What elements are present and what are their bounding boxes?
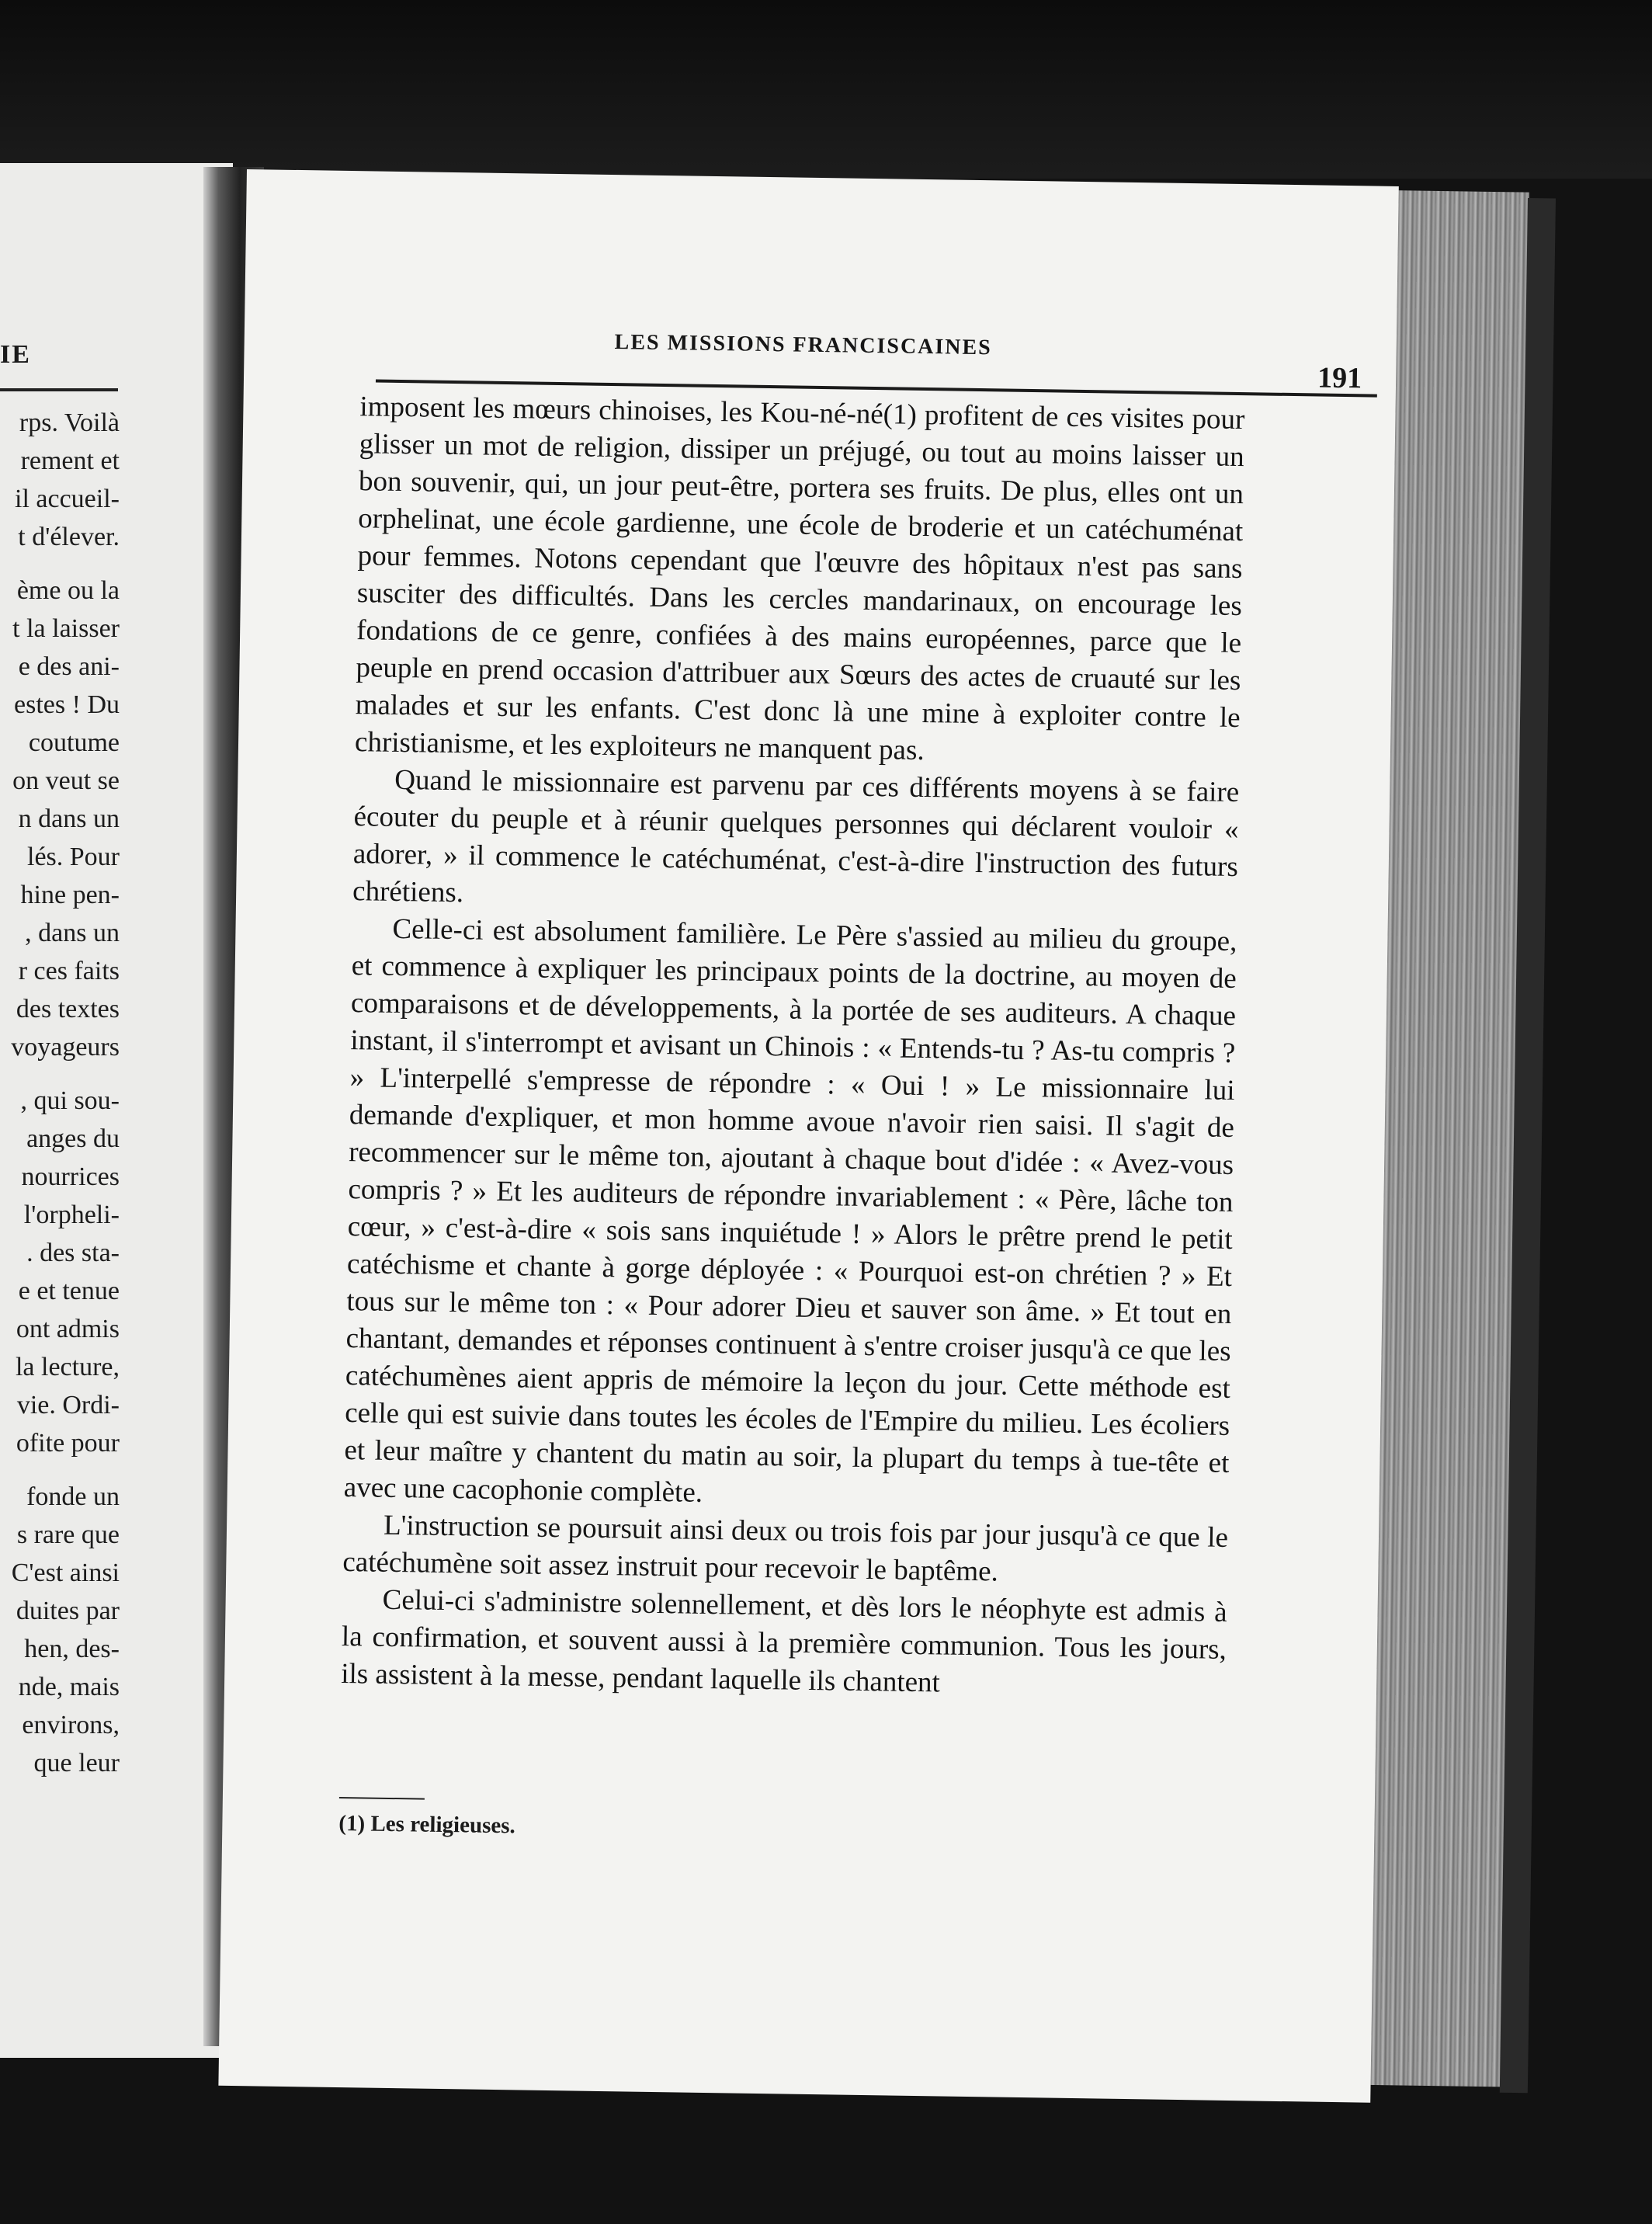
right-page (218, 169, 1398, 2103)
left-page-text (0, 404, 120, 1782)
left-line: e des ani- (18, 652, 120, 681)
paragraph: Celui-ci s'administre solennellement, et dès lors le néophyte est admis à la confirmation, et souvent aussi à la première communion. Tous les jours, ils assistent à la messe, pendant laquelle ils chantent (340, 1583, 1227, 1699)
paragraph: imposent les mœurs chinoises, les Kou-né-né(1) profitent de ces visites pour glisser un mot de religion, dissiper un préjugé, ou tout au moins laisser un bon souvenir, qui, un jour peut-être, portera ses fruits. De plus, elles ont un orphelinat, une école gardienne, une école de broderie et un catéchuménat pour femmes. Notons cependant que l'œuvre des hôpitaux n'est pas sans susciter des difficultés. Dans les cercles mandarinaux, on encourage les fondations de ce genre, confiées à des mains européennes, parce que le peuple en prend occasion d'attribuer aux Sœurs des actes de cruauté sur les malades et sur les enfants. C'est donc là une mine à exploiter contre le christianisme, et les exploiteurs ne manquent pas. (354, 391, 1245, 767)
body-text (341, 388, 1245, 1706)
left-line: nourrices (21, 1162, 120, 1191)
left-line: ème ou la (16, 576, 120, 605)
left-line: . des sta- (26, 1239, 120, 1267)
left-line: t d'élever. (18, 523, 120, 551)
left-line: , dans un (25, 919, 120, 947)
left-line: ont admis (16, 1315, 120, 1343)
left-line: coutume (28, 728, 120, 757)
left-line: environs, (22, 1711, 120, 1739)
left-line: que leur (33, 1749, 120, 1777)
left-line: hine pen- (20, 881, 120, 909)
left-line: n dans un (18, 804, 120, 833)
left-line: lés. Pour (27, 843, 120, 871)
left-head-rule (0, 388, 118, 391)
left-line: ofite pour (16, 1429, 120, 1458)
footnote-rule (339, 1797, 425, 1800)
left-line: fonde un (26, 1482, 120, 1511)
left-line: il accueil- (15, 485, 120, 513)
left-line: la lecture, (15, 1353, 120, 1381)
left-line: duites par (16, 1597, 120, 1625)
page-number: 191 (1317, 361, 1362, 395)
left-line: nde, mais (18, 1673, 120, 1701)
backdrop (0, 0, 1652, 179)
left-line: , qui sou- (20, 1086, 120, 1115)
left-line: s rare que (16, 1520, 120, 1549)
left-line: hen, des- (24, 1635, 120, 1663)
left-line: C'est ainsi (11, 1559, 120, 1587)
left-line: voyageurs (11, 1033, 120, 1062)
left-line: anges du (26, 1124, 120, 1153)
left-line: rps. Voilà (19, 408, 120, 437)
left-line: des textes (16, 995, 120, 1023)
paragraph: L'instruction se poursuit ainsi deux ou trois fois par jour jusqu'à ce que le catéchumène soit assez instruit pour recevoir le baptême. (342, 1509, 1229, 1588)
paragraph: Quand le missionnaire est parvenu par ces différents moyens à se faire écouter du peuple et à réunir quelques personnes qui déclarent vouloir « adorer, » il commence le catéchuménat, c'est-à-dire l'instruction des futurs chrétiens. (352, 763, 1240, 909)
left-running-head: IE (0, 340, 31, 369)
left-line: l'orpheli- (23, 1201, 120, 1229)
left-line: rement et (20, 447, 120, 475)
running-head: LES MISSIONS FRANCISCAINES (614, 330, 992, 360)
left-line: on veut se (12, 766, 120, 795)
left-line: t la laisser (12, 614, 120, 643)
paragraph: Celle-ci est absolument familière. Le Père s'assied au milieu du groupe, et commence à expliquer les principaux points de la doctrine, au moyen de comparaisons et de développements, à la portée de ses auditeurs. A chaque instant, il s'interrompt et avisant un Chinois : « Entends-tu ? As-tu compris ? » L'interpellé s'empresse de répondre : « Oui ! » Le missionnaire lui demande d'expliquer, et mon homme avoue n'avoir rien saisi. Il s'agit de recommencer sur le même ton, ajoutant à chaque bout d'idée : « Avez-vous compris ? » Et les auditeurs de répondre invariablement : « Père, lâche ton cœur, » c'est-à-dire « sois sans inquiétude ! » Alors le prêtre prend le petit catéchisme et chante à gorge déployée : « Pourquoi est-on chrétien ? » Et tous sur le même ton : « Pour adorer Dieu et sauver son âme. » Et tout en chantant, demandes et réponses continuent à s'entre croiser jusqu'à ce que les catéchumènes aient appris de mémoire la leçon du jour. Cette méthode est celle qui est suivie dans toutes les écoles de l'Empire du milieu. Les écoliers et leur maître y chantent du matin au soir, la plupart du temps à tue-tête et avec une cacophonie complète. (343, 912, 1237, 1509)
left-line: vie. Ordi- (16, 1391, 120, 1420)
left-facing-page (0, 163, 233, 2058)
left-line: r ces faits (18, 957, 120, 985)
left-line: estes ! Du (14, 690, 120, 719)
footnote: (1) Les religieuses. (338, 1810, 516, 1839)
left-line: e et tenue (18, 1277, 120, 1305)
